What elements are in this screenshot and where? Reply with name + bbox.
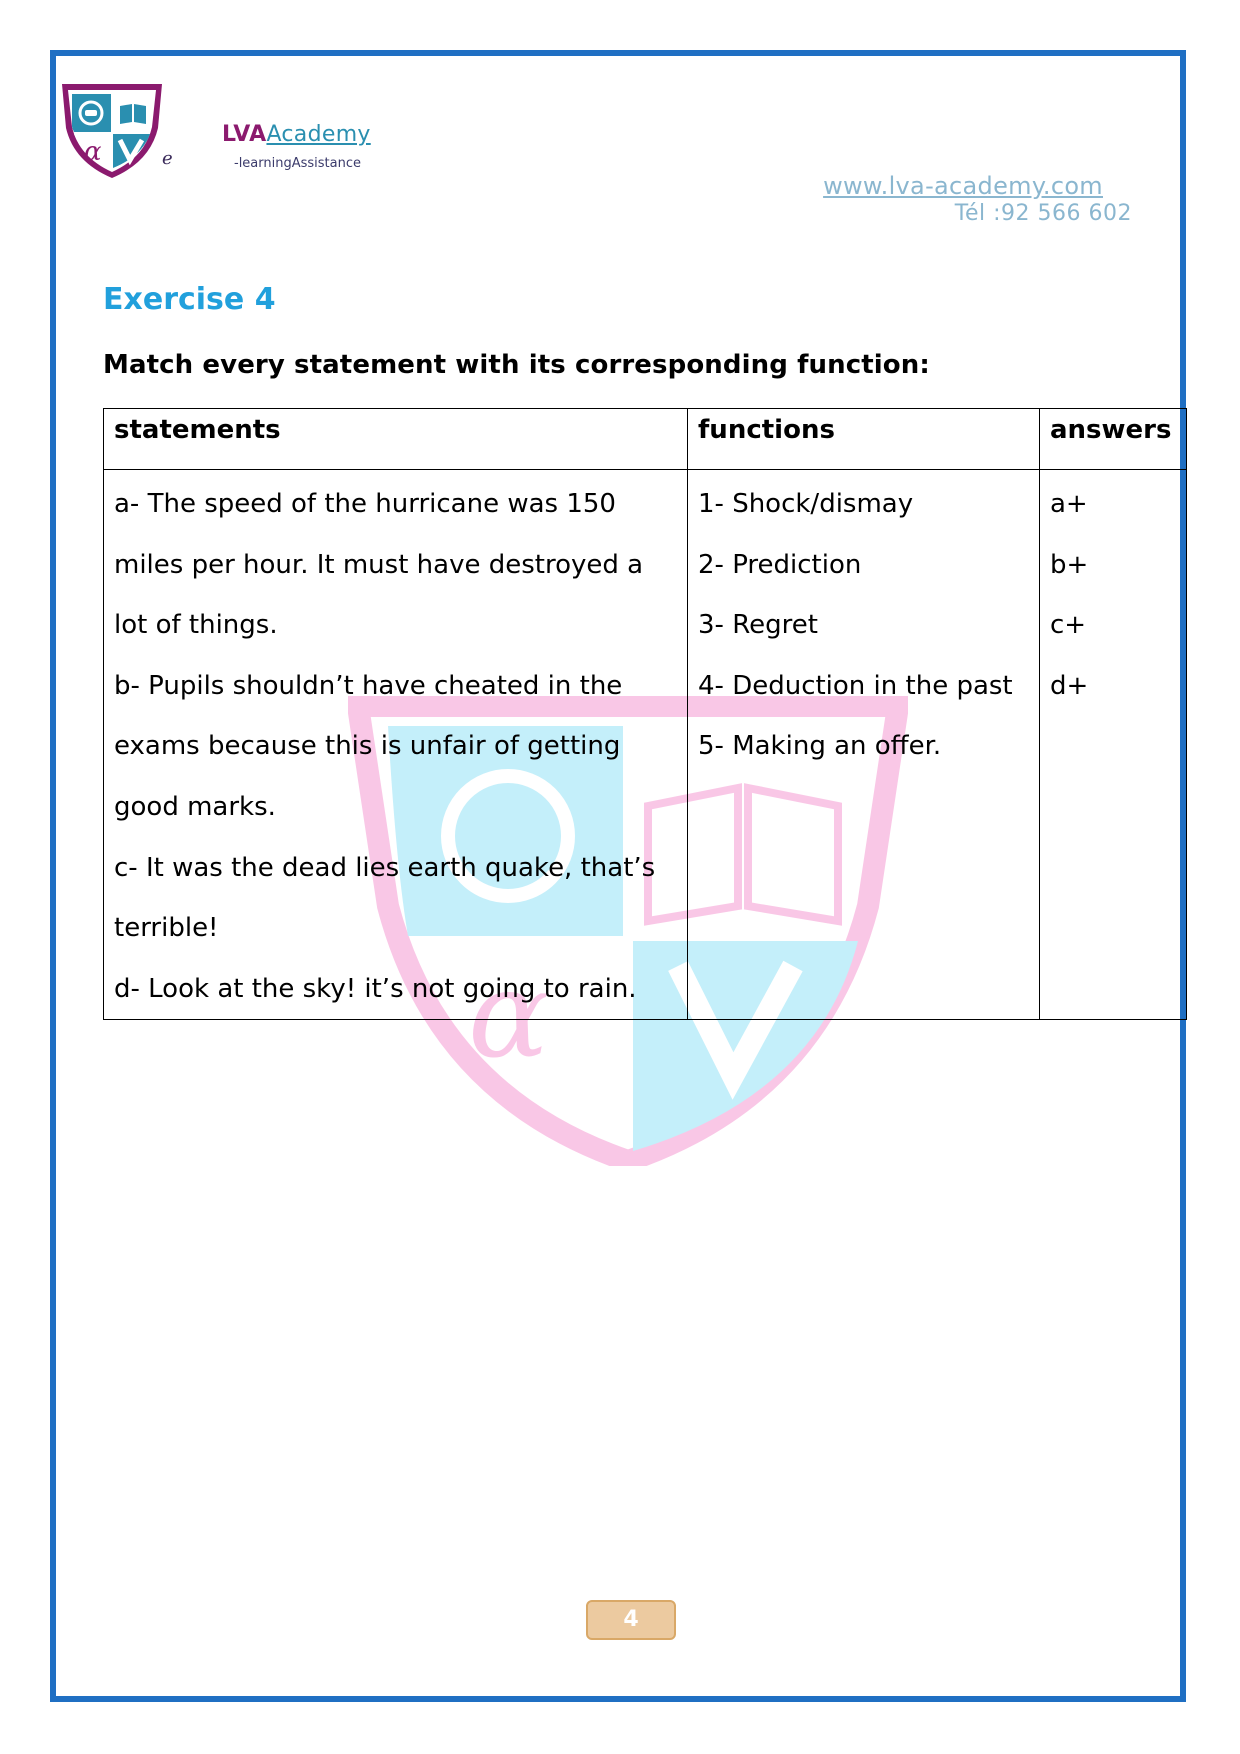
answer-slot[interactable]: d+ [1050,670,1089,701]
statement-line: d- Look at the sky! it’s not going to rain. [114,973,637,1004]
brand-name [222,122,371,147]
brand-academy: Academy [266,122,371,147]
exercise-instruction: Match every statement with its corresponding function: [103,350,930,380]
page-number-badge: 4 [586,1600,676,1640]
brand-lva: LVA [222,122,267,147]
brand-tagline: -learningAssistance [234,156,361,171]
function-item: 4- Deduction in the past [698,670,1013,701]
function-item: 2- Prediction [698,549,862,580]
statement-line: a- The speed of the hurricane was 150 [114,489,616,519]
statement-line: exams because this is unfair of getting [114,731,621,762]
function-item: 1- Shock/dismay [698,489,914,519]
phone-number: Tél :92 566 602 [954,201,1132,226]
website-link[interactable]: www.lva-academy.com [823,172,1103,200]
statement-line: miles per hour. It must have destroyed a [114,549,644,580]
statement-line: good marks. [114,791,276,822]
header-answers: answers [1040,409,1187,470]
header-statements: statements [104,409,688,470]
statement-line: b- Pupils shouldn’t have cheated in the [114,670,623,701]
statement-line: lot of things. [114,610,278,641]
statement-line: c- It was the dead lies earth quake, that’s [114,852,656,883]
functions-cell [688,470,1040,1020]
svg-text:α: α [468,946,550,1085]
answers-cell[interactable] [1040,470,1187,1020]
table-row [104,470,1187,1020]
statement-line: terrible! [114,913,219,944]
answer-slot[interactable]: a+ [1050,489,1088,519]
exercise-title: Exercise 4 [103,282,276,317]
answer-slot[interactable]: b+ [1050,549,1089,580]
answer-slot[interactable]: c+ [1050,610,1087,641]
function-item: 5- Making an offer. [698,731,942,762]
function-item: 3- Regret [698,610,818,641]
matching-table [103,408,1187,1020]
lva-academy-logo [58,80,166,180]
svg-text:α: α [84,137,102,167]
header-functions: functions [688,409,1040,470]
logo-e-letter: e [162,148,173,169]
table-header-row [104,409,1187,470]
statements-cell [104,470,688,1020]
